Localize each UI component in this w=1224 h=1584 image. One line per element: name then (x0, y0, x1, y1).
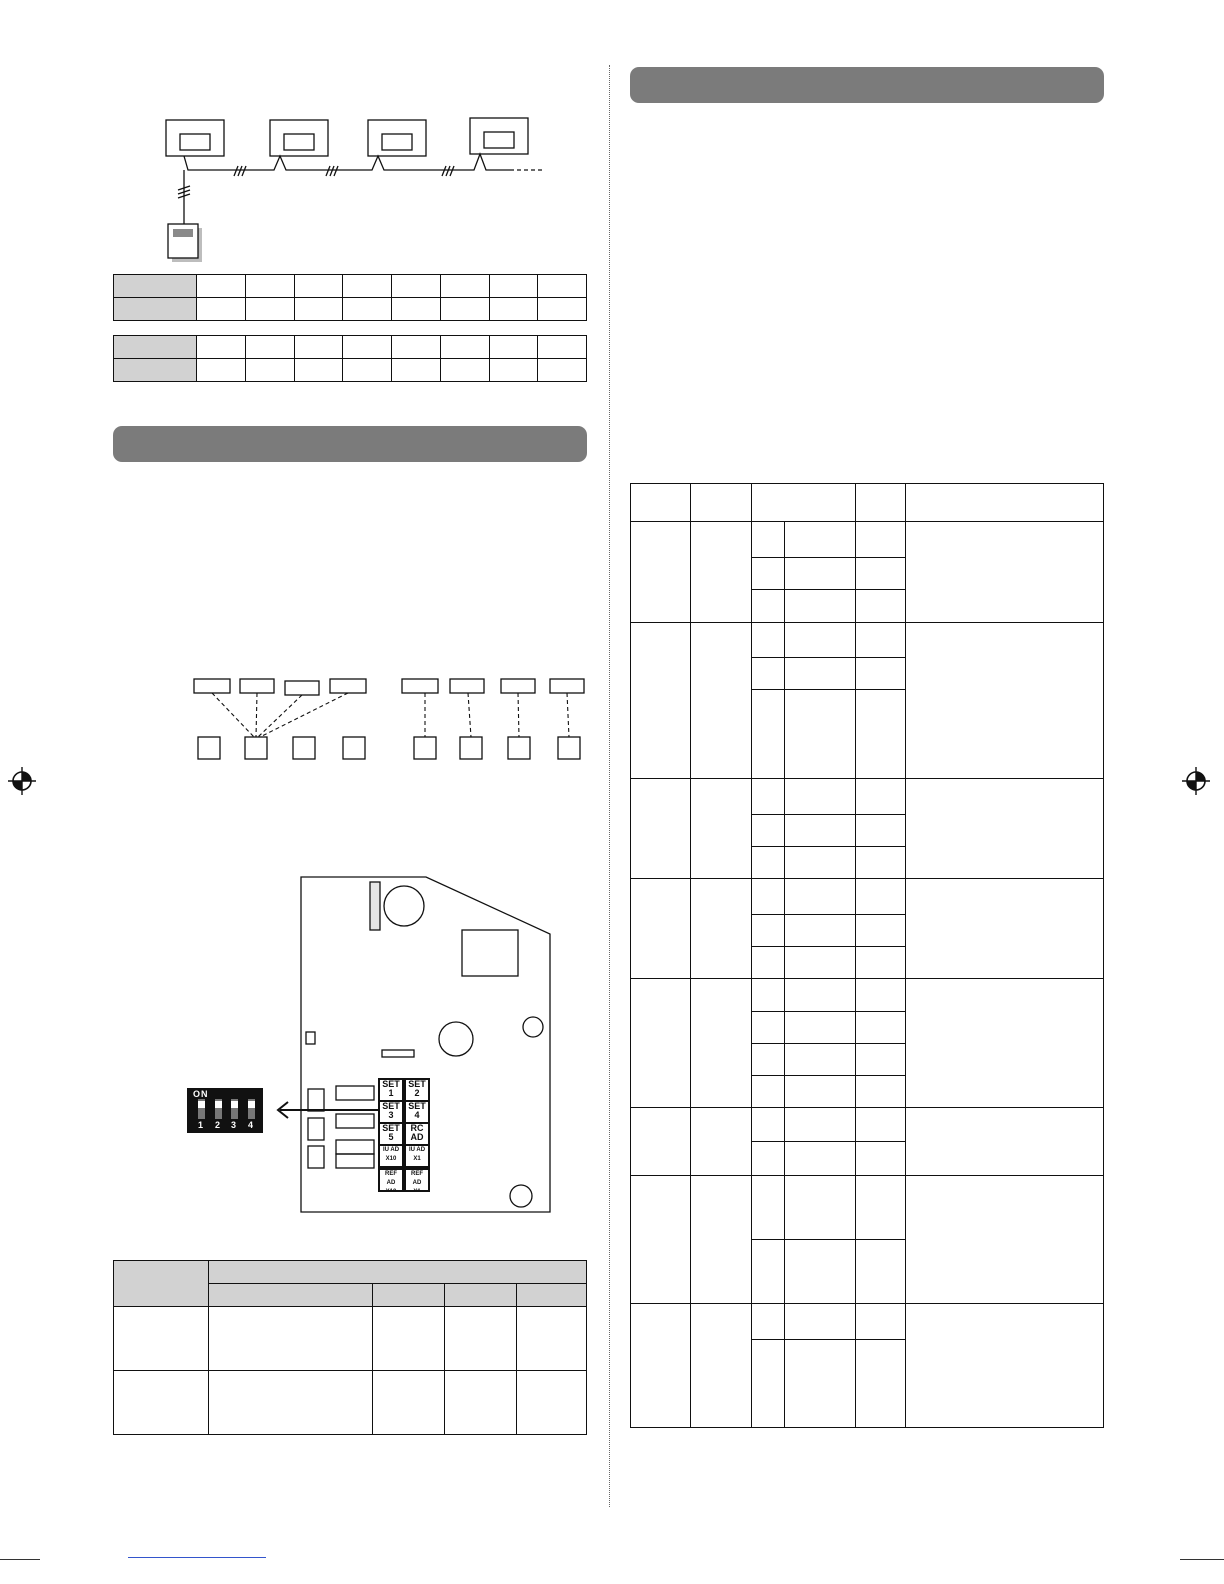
address-table-a (113, 274, 587, 321)
connector-ref-ad-x1: REF AD X1 (404, 1168, 430, 1192)
address-table-b (113, 335, 587, 382)
connector-set-4: SET 4 (404, 1100, 430, 1124)
connector-set-1: SET 1 (378, 1078, 404, 1102)
connector-set-2: SET 2 (404, 1078, 430, 1102)
settings-table (630, 483, 1104, 1428)
column-divider (609, 65, 610, 1507)
connector-rc-ad: RC AD (404, 1122, 430, 1146)
footer-rule-right (1180, 1559, 1224, 1560)
section-header-bar-right (630, 67, 1104, 103)
connector-set-3: SET 3 (378, 1100, 404, 1124)
grouping-diagram (190, 675, 590, 763)
connector-iu-ad-x1: IU AD X1 (404, 1144, 430, 1168)
registration-mark-left-icon (6, 765, 38, 797)
footer-rule-link (128, 1557, 266, 1558)
dip-setting-table (113, 1260, 587, 1435)
dip-switch: ON 1 2 3 4 (187, 1088, 263, 1133)
section-header-bar-left (113, 426, 587, 462)
footer-rule-left (0, 1559, 40, 1560)
dip-switch-on-label: ON (193, 1089, 209, 1099)
registration-mark-right-icon (1180, 765, 1212, 797)
pcb-connectors (378, 1078, 430, 1190)
connector-iu-ad-x10: IU AD X10 (378, 1144, 404, 1168)
connector-set-5: SET 5 (378, 1122, 404, 1146)
wiring-diagram (150, 112, 570, 270)
connector-ref-ad-x10: REF AD X10 (378, 1168, 404, 1192)
arrow-icon (270, 1100, 382, 1120)
